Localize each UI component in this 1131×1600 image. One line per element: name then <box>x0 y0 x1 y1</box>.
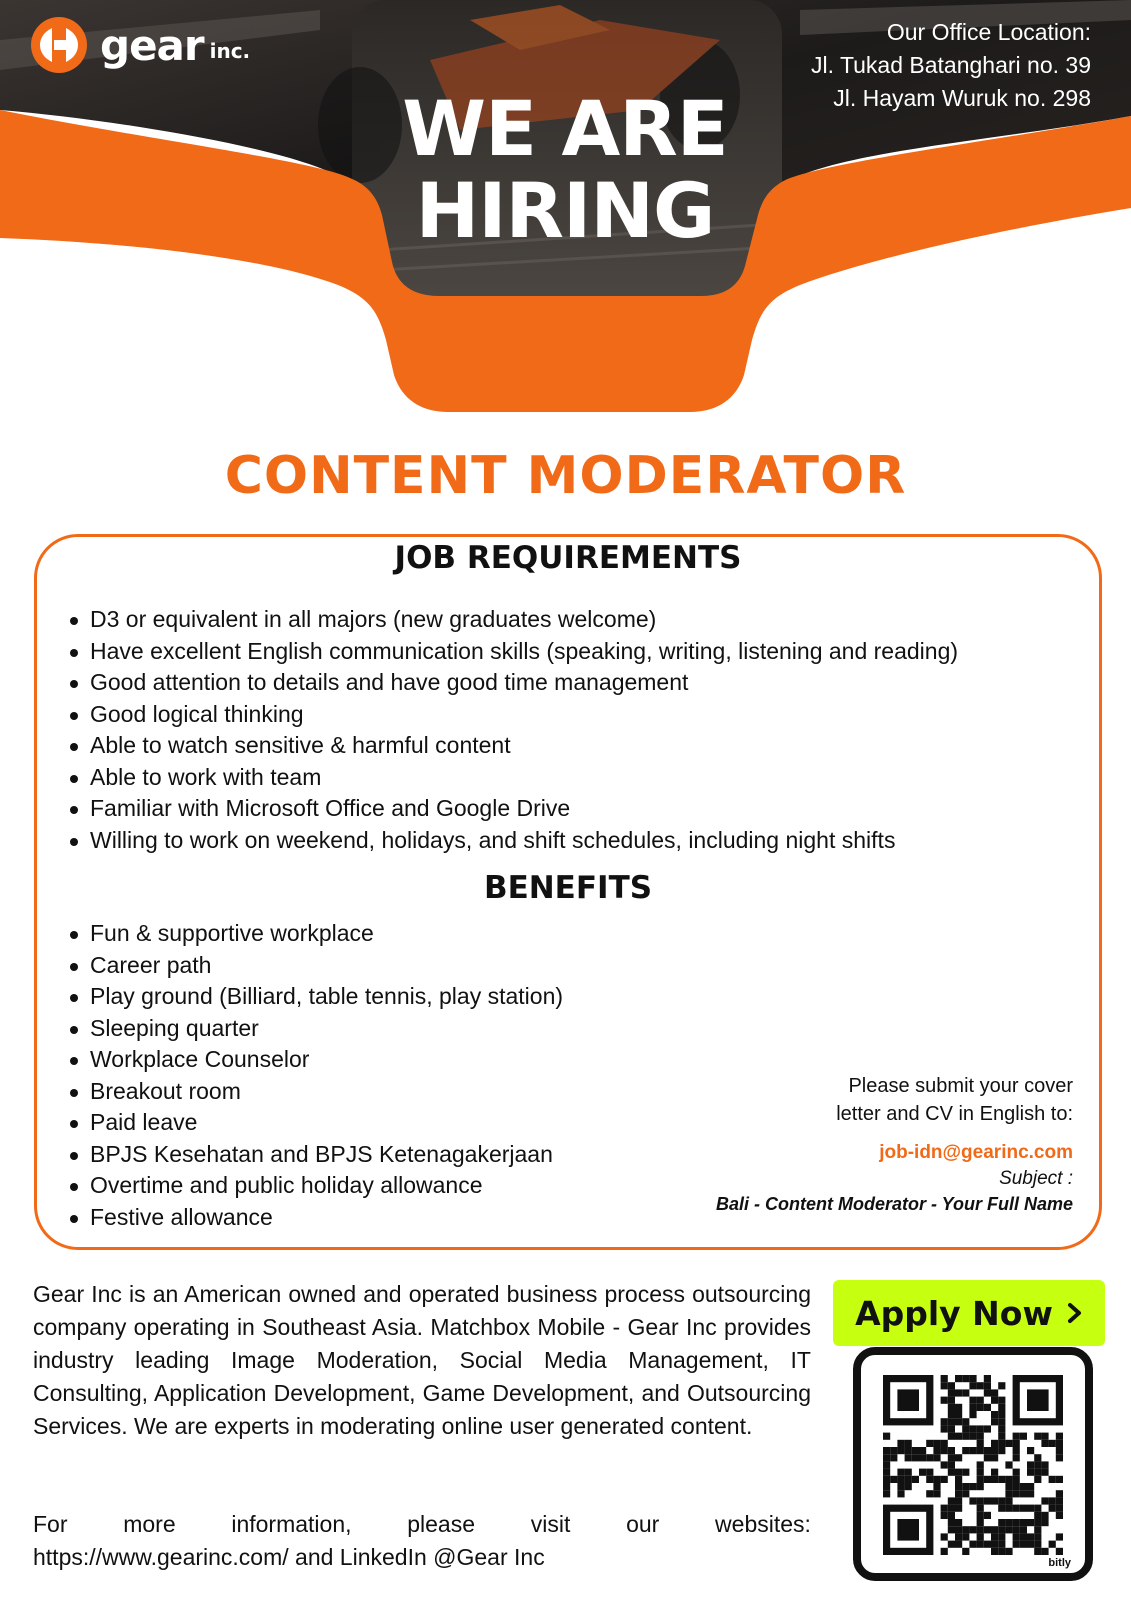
hero-line-1: WE ARE <box>402 84 728 173</box>
list-item: Breakout room <box>68 1076 563 1108</box>
more-info <box>33 1508 811 1574</box>
list-item: Festive allowance <box>68 1202 563 1234</box>
subject-label: Subject : <box>999 1168 1073 1189</box>
requirements-list <box>68 604 958 856</box>
hero-line-2: HIRING <box>415 166 715 255</box>
qr-tag: bitly <box>1048 1557 1071 1569</box>
gear-logo-icon <box>30 16 88 74</box>
word: For <box>33 1511 68 1537</box>
logo-wordmark: gear <box>100 20 204 70</box>
list-item: Willing to work on weekend, holidays, and shift schedules, including night shifts <box>68 825 958 857</box>
list-item: D3 or equivalent in all majors (new graduates welcome) <box>68 604 958 636</box>
word: visit <box>530 1511 571 1537</box>
list-item: Workplace Counselor <box>68 1044 563 1076</box>
list-item: BPJS Kesehatan and BPJS Ketenagakerjaan <box>68 1139 563 1171</box>
list-item: Play ground (Billiard, table tennis, play station) <box>68 981 563 1013</box>
subject-value: Bali - Content Moderator - Your Full Name <box>715 1194 1073 1214</box>
benefits-list <box>68 918 563 1233</box>
word: our <box>626 1511 660 1537</box>
list-item: Have excellent English communication skills (speaking, writing, listening and reading) <box>68 636 958 668</box>
hero-headline <box>300 84 830 255</box>
more-info-line-1 <box>33 1508 811 1541</box>
list-item: Paid leave <box>68 1107 563 1139</box>
email-link[interactable]: job-idn@gearinc.com <box>879 1142 1073 1163</box>
word: information, <box>231 1511 352 1537</box>
list-item: Overtime and public holiday allowance <box>68 1170 563 1202</box>
logo-suffix: inc. <box>209 39 251 63</box>
submission-line-1: Please submit your cover <box>848 1075 1073 1097</box>
word: please <box>407 1511 476 1537</box>
office-address-2: Jl. Hayam Wuruk no. 298 <box>833 85 1091 111</box>
apply-now-button[interactable] <box>833 1280 1105 1346</box>
list-item: Sleeping quarter <box>68 1013 563 1045</box>
job-title: CONTENT MODERATOR <box>224 446 907 506</box>
list-item: Good logical thinking <box>68 699 958 731</box>
list-item: Fun & supportive workplace <box>68 918 563 950</box>
office-address-1: Jl. Tukad Batanghari no. 39 <box>810 52 1091 78</box>
submission-instructions <box>836 1072 1073 1128</box>
more-info-links[interactable]: https://www.gearinc.com/ and LinkedIn @Gear Inc <box>33 1544 545 1570</box>
list-item: Good attention to details and have good time management <box>68 667 958 699</box>
office-label: Our Office Location: <box>886 19 1091 45</box>
list-item: Able to work with team <box>68 762 958 794</box>
requirements-heading: JOB REQUIREMENTS <box>394 540 742 576</box>
list-item: Able to watch sensitive & harmful content <box>68 730 958 762</box>
list-item: Familiar with Microsoft Office and Google Drive <box>68 793 958 825</box>
list-item: Career path <box>68 950 563 982</box>
qr-code[interactable] <box>853 1347 1093 1581</box>
chevron-right-icon <box>1067 1302 1083 1324</box>
apply-now-label: Apply Now <box>855 1293 1053 1333</box>
word: more <box>123 1511 176 1537</box>
submission-line-2: letter and CV in English to: <box>836 1103 1073 1125</box>
company-logo <box>30 14 290 76</box>
qr-code-icon <box>883 1375 1063 1555</box>
office-location <box>811 16 1091 115</box>
word: websites: <box>715 1511 811 1537</box>
company-description: Gear Inc is an American owned and operated business process outsourcing company operating in Southeast Asia. Matchbox Mobile - Gear Inc provides industry leading Image Moderation, Social Media Management, IT Consulting, Application Development, Game Development, and Outsourcing Services. We are experts in moderating online user generated content. <box>33 1281 811 1439</box>
benefits-heading: BENEFITS <box>483 870 653 906</box>
